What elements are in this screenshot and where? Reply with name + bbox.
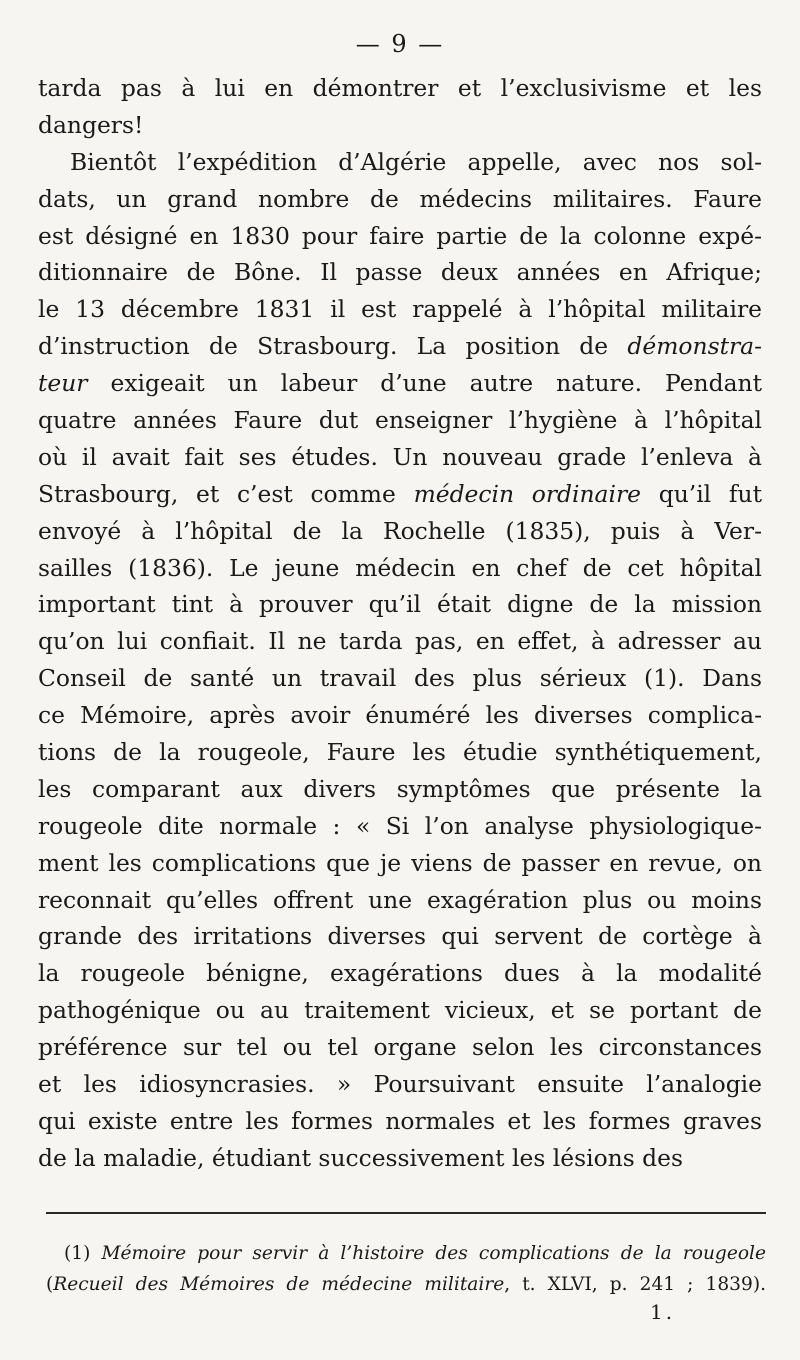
text-line (38, 955, 762, 992)
italic-text: médecin ordinaire (413, 479, 641, 508)
text-segment: , t. XLVI, p. 241 ; 1839). (504, 1274, 766, 1295)
text-line (38, 181, 762, 218)
text-line (38, 992, 762, 1029)
text-segment: Conseil de santé un travail des plus sérieux (1). Dans (38, 664, 762, 693)
text-line (38, 476, 762, 513)
text-segment: qui existe entre les formes normales et les formes graves (38, 1106, 762, 1135)
text-line (38, 734, 762, 771)
text-line (38, 70, 762, 107)
text-line (38, 771, 762, 808)
text-segment: ment les complications que je viens de passer en revue, on (38, 848, 762, 877)
text-segment: tarda pas à lui en démontrer et l’exclusivisme et les (38, 74, 762, 102)
text-segment: important tint à prouver qu’il était digne de la mission (38, 590, 762, 619)
text-segment: dangers! (38, 110, 144, 139)
text-segment: reconnait qu’elles offrent une exagération plus ou moins (38, 885, 762, 914)
text-segment: pathogénique ou au traitement vicieux, et se portant de (38, 996, 762, 1025)
body-text (38, 70, 762, 1177)
text-line (38, 845, 762, 882)
text-line (38, 882, 762, 919)
text-line (38, 1103, 762, 1140)
text-line (38, 218, 762, 255)
text-segment: préférence sur tel ou tel organe selon les circonstances (38, 1033, 762, 1062)
text-line (38, 513, 762, 550)
text-segment: quatre années Faure dut enseigner l’hygiène à l’hôpital (38, 406, 762, 435)
italic-text: démonstra- (627, 332, 762, 361)
text-segment: ( (46, 1274, 54, 1295)
text-line (38, 918, 762, 955)
text-line (38, 328, 762, 365)
text-segment: où il avait fait ses études. Un nouveau grade l’enleva à (38, 442, 762, 471)
text-segment: d’instruction de Strasbourg. La position de (38, 332, 628, 361)
text-line (38, 1029, 762, 1066)
footnote-line (46, 1269, 766, 1300)
text-segment: envoyé à l’hôpital de la Rochelle (1835), puis à Ver- (38, 516, 762, 545)
text-segment: la rougeole bénigne, exagérations dues à la modalité (38, 959, 762, 988)
text-segment: de la maladie, étudiant successivement les lésions des (38, 1143, 683, 1172)
text-line (38, 365, 762, 402)
text-line (38, 808, 762, 845)
text-segment: est désigné en 1830 pour faire partie de la colonne expé- (38, 221, 762, 250)
text-segment: les comparant aux divers symptômes que présente la (38, 774, 762, 803)
text-line (38, 1066, 762, 1103)
text-segment: ce Mémoire, après avoir énuméré les diverses complica- (38, 701, 762, 730)
text-segment: rougeole dite normale : « Si l’on analyse physiologique- (38, 811, 762, 840)
text-line (38, 107, 762, 144)
text-line (38, 550, 762, 587)
text-segment: le 13 décembre 1831 il est rappelé à l’hôpital militaire (38, 295, 762, 324)
page-number: — 9 — (355, 30, 445, 58)
footnote (46, 1238, 766, 1300)
text-line (38, 697, 762, 734)
footnote-rule (46, 1212, 766, 1214)
italic-text: Recueil des Mémoires de médecine militaire (53, 1274, 505, 1295)
text-segment: Strasbourg, et c’est comme (38, 479, 414, 508)
footnote-line (46, 1238, 766, 1269)
text-segment: dats, un grand nombre de médecins militaires. Faure (38, 184, 762, 213)
text-line (38, 660, 762, 697)
text-line (38, 254, 762, 291)
text-line (38, 586, 762, 623)
italic-text: Mémoire pour servir à l’histoire des complications de la rougeole (101, 1243, 766, 1264)
text-line (38, 291, 762, 328)
text-line (38, 1140, 762, 1177)
text-line (38, 402, 762, 439)
text-line (38, 439, 762, 476)
text-line (38, 144, 762, 181)
text-segment: Bientôt l’expédition d’Algérie appelle, avec nos sol- (70, 147, 762, 176)
text-segment: exigeait un labeur d’une autre nature. Pendant (87, 369, 762, 398)
signature-mark: 1. (650, 1300, 676, 1324)
text-segment: qu’on lui confiait. Il ne tarda pas, en effet, à adresser au (38, 627, 762, 656)
text-segment: sailles (1836). Le jeune médecin en chef de cet hôpital (38, 553, 762, 582)
text-segment: et les idiosyncrasies. » Poursuivant ensuite l’analogie (38, 1070, 762, 1099)
text-segment: (1) (64, 1243, 102, 1264)
text-line (38, 623, 762, 660)
text-segment: ditionnaire de Bône. Il passe deux années en Afrique; (38, 258, 762, 287)
text-segment: grande des irritations diverses qui servent de cortège à (38, 922, 762, 951)
italic-text: teur (38, 369, 88, 398)
text-segment: tions de la rougeole, Faure les étudie synthétiquement, (38, 738, 762, 767)
text-segment: qu’il fut (641, 479, 762, 508)
